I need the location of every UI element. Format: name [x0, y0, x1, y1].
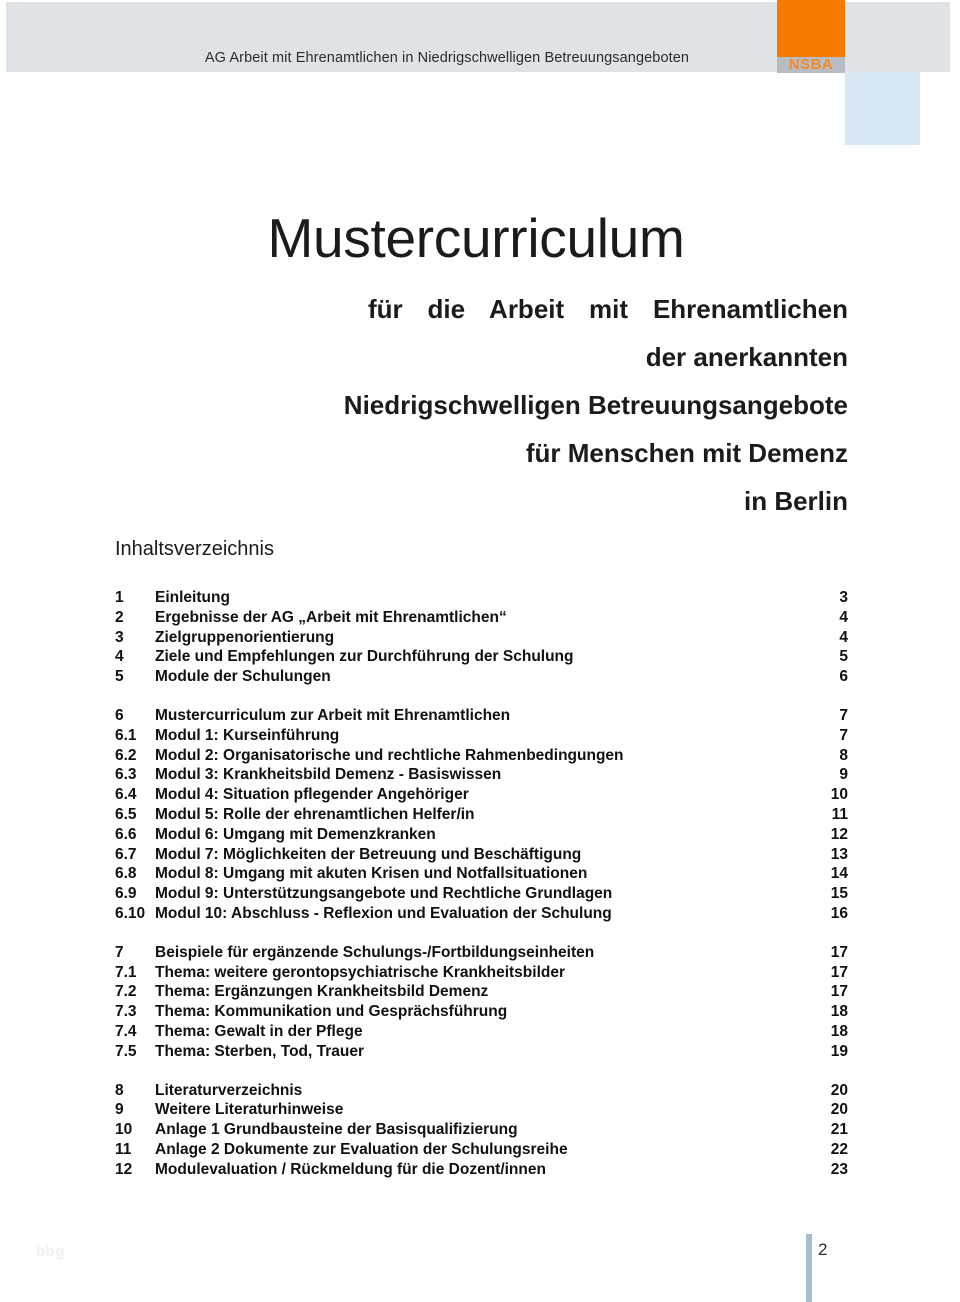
logo-blue-square-icon [845, 72, 920, 145]
toc-entry-label: Thema: Ergänzungen Krankheitsbild Demenz [155, 983, 489, 1001]
toc-entry[interactable] [115, 1002, 848, 1022]
toc-entry[interactable] [115, 1120, 848, 1140]
toc-entry-page: 11 [831, 805, 848, 823]
toc-entry[interactable] [115, 726, 848, 746]
toc-entry[interactable] [115, 1042, 848, 1062]
toc-entry-page: 18 [830, 1003, 848, 1021]
toc-entry-page: 5 [839, 648, 848, 666]
toc-entry-page: 4 [839, 608, 848, 626]
toc-entry-page: 3 [839, 589, 848, 606]
subtitle-line-3: Niedrigschwelligen Betreuungsangebote [343, 390, 848, 420]
toc-entry-page: 21 [830, 1121, 848, 1139]
toc-entry-label: Modul 3: Krankheitsbild Demenz - Basiswissen [155, 766, 502, 784]
toc-entry-number: 1 [115, 589, 124, 606]
toc-entry-label: Zielgruppenorientierung [155, 628, 335, 646]
toc-entry-number: 7.3 [115, 1003, 137, 1021]
toc-entry-label: Ziele und Empfehlungen zur Durchführung der Schulung [155, 648, 574, 666]
toc-entry[interactable] [115, 667, 848, 687]
page-number: 2 [818, 1240, 828, 1259]
logo-orange-square-icon [777, 0, 845, 57]
toc-entry-number: 8 [115, 1081, 124, 1099]
toc-entry-label: Weitere Literaturhinweise [155, 1101, 344, 1119]
toc-entry-page: 17 [830, 943, 848, 961]
logo-wordmark: NSBA [777, 57, 845, 73]
toc-entry-label: Module der Schulungen [155, 668, 331, 686]
toc-entry-number: 2 [115, 608, 124, 626]
toc-entry-page: 12 [830, 825, 848, 843]
toc-entry-number: 10 [115, 1121, 133, 1139]
toc-entry[interactable] [115, 706, 848, 726]
toc-entry-number: 5 [115, 668, 124, 686]
toc-entry[interactable] [115, 845, 848, 865]
toc-entry-label: Modul 6: Umgang mit Demenzkranken [155, 825, 436, 843]
toc-entry[interactable] [115, 1160, 848, 1180]
toc-entry-page: 23 [830, 1160, 848, 1178]
footer-watermark: bbg [36, 1243, 65, 1260]
table-of-contents [115, 588, 848, 1180]
toc-entry-page: 20 [830, 1101, 848, 1119]
toc-entry-label: Modul 10: Abschluss - Reflexion und Evaluation der Schulung [155, 904, 612, 922]
toc-entry-page: 14 [830, 865, 848, 883]
toc-entry-page: 19 [830, 1042, 848, 1060]
toc-group [115, 588, 848, 687]
toc-entry-number: 7.1 [115, 963, 137, 981]
toc-entry[interactable] [115, 1081, 848, 1101]
toc-entry[interactable] [115, 904, 848, 924]
toc-entry[interactable] [115, 963, 848, 983]
toc-entry-page: 10 [830, 786, 848, 804]
toc-entry-number: 6.1 [115, 726, 137, 744]
footer-accent-bar [806, 1234, 812, 1302]
toc-entry[interactable] [115, 785, 848, 805]
toc-entry-number: 12 [115, 1160, 133, 1178]
toc-group [115, 943, 848, 1062]
toc-entry[interactable] [115, 884, 848, 904]
toc-entry-label: Literaturverzeichnis [155, 1081, 303, 1099]
toc-entry-number: 6.2 [115, 746, 137, 764]
toc-entry-page: 7 [839, 726, 848, 744]
toc-entry-label: Modul 1: Kurseinführung [155, 726, 340, 744]
toc-entry-page: 8 [839, 746, 848, 764]
toc-entry-page: 9 [839, 766, 848, 784]
toc-entry-number: 11 [115, 1140, 132, 1158]
toc-entry-label: Modul 2: Organisatorische und rechtliche Rahmenbedingungen [155, 746, 624, 764]
toc-entry-number: 6.8 [115, 865, 137, 883]
toc-entry-label: Modul 8: Umgang mit akuten Krisen und Notfallsituationen [155, 865, 588, 883]
title-block [0, 145, 960, 525]
toc-entry-number: 7.5 [115, 1042, 137, 1060]
toc-entry-number: 6.10 [115, 904, 146, 922]
toc-entry-label: Modul 5: Rolle der ehrenamtlichen Helfer/in [155, 805, 475, 823]
toc-entry[interactable] [115, 1100, 848, 1120]
toc-heading: Inhaltsverzeichnis [115, 538, 274, 560]
subtitle-line-5: in Berlin [743, 486, 848, 516]
toc-entry-number: 3 [115, 628, 124, 646]
toc-entry-number: 9 [115, 1101, 124, 1119]
toc-entry-number: 6.7 [115, 845, 137, 863]
toc-entry-page: 18 [830, 1022, 848, 1040]
toc-entry-number: 7.2 [115, 983, 137, 1001]
toc-entry-number: 6.6 [115, 825, 137, 843]
toc-entry-label: Anlage 2 Dokumente zur Evaluation der Schulungsreihe [155, 1140, 568, 1158]
toc-entry-number: 4 [115, 648, 124, 666]
toc-entry[interactable] [115, 825, 848, 845]
toc-entry-page: 6 [839, 668, 848, 686]
toc-entry-label: Mustercurriculum zur Arbeit mit Ehrenamtlichen [155, 706, 511, 724]
toc-entry[interactable] [115, 943, 848, 963]
toc-entry[interactable] [115, 588, 848, 608]
subtitle-line-2: der anerkannten [645, 342, 848, 372]
toc-entry-number: 6.5 [115, 805, 137, 823]
toc-entry-number: 6.9 [115, 885, 137, 903]
toc-group [115, 706, 848, 924]
toc-entry-page: 16 [830, 904, 848, 922]
toc-entry[interactable] [115, 1140, 848, 1160]
toc-entry-number: 7 [115, 943, 124, 961]
toc-entry-label: Modul 4: Situation pflegender Angehöriger [155, 786, 469, 804]
toc-entry-page: 13 [830, 845, 848, 863]
document-subtitle [0, 285, 960, 525]
toc-entry[interactable] [115, 628, 848, 648]
toc-entry-page: 20 [830, 1081, 848, 1099]
toc-entry[interactable] [115, 765, 848, 785]
toc-entry-page: 17 [830, 983, 848, 1001]
toc-entry-number: 6 [115, 706, 124, 724]
toc-entry-number: 6.4 [115, 786, 137, 804]
toc-group [115, 1081, 848, 1180]
toc-entry[interactable] [115, 746, 848, 766]
toc-entry[interactable] [115, 864, 848, 884]
toc-entry-label: Ergebnisse der AG „Arbeit mit Ehrenamtlichen“ [155, 608, 507, 626]
toc-entry[interactable] [115, 608, 848, 628]
toc-entry[interactable] [115, 1022, 848, 1042]
toc-entry-label: Modulevaluation / Rückmeldung für die Dozent/innen [155, 1160, 546, 1178]
nsba-logo [777, 0, 845, 73]
toc-entry-page: 4 [839, 628, 848, 646]
toc-entry-label: Thema: Gewalt in der Pflege [155, 1022, 363, 1040]
toc-entry-label: Thema: Kommunikation und Gesprächsführung [155, 1003, 508, 1021]
toc-entry-page: 7 [839, 706, 848, 724]
toc-entry-number: 6.3 [115, 766, 137, 784]
document-title: Mustercurriculum [267, 207, 685, 269]
subtitle-line-4: für Menschen mit Demenz [525, 438, 848, 468]
toc-entry[interactable] [115, 647, 848, 667]
toc-entry-page: 15 [830, 885, 848, 903]
toc-entry-label: Einleitung [155, 589, 230, 606]
toc-entry-label: Modul 7: Möglichkeiten der Betreuung und Beschäftigung [155, 845, 582, 863]
toc-entry-page: 17 [830, 963, 848, 981]
header-title: AG Arbeit mit Ehrenamtlichen in Niedrigschwelligen Betreuungsangeboten [204, 50, 690, 66]
subtitle-line-1: für die Arbeit mit Ehrenamtlichen [368, 294, 848, 324]
toc-entry-label: Modul 9: Unterstützungsangebote und Rechtliche Grundlagen [155, 885, 613, 903]
toc-entry-label: Thema: Sterben, Tod, Trauer [155, 1042, 365, 1060]
toc-entry-page: 22 [830, 1140, 848, 1158]
toc-entry-label: Thema: weitere gerontopsychiatrische Krankheitsbilder [155, 963, 566, 981]
toc-entry[interactable] [115, 982, 848, 1002]
toc-entry-label: Anlage 1 Grundbausteine der Basisqualifizierung [155, 1121, 518, 1139]
toc-entry-number: 7.4 [115, 1022, 137, 1040]
toc-entry[interactable] [115, 805, 848, 825]
toc-entry-label: Beispiele für ergänzende Schulungs-/Fortbildungseinheiten [155, 943, 595, 961]
